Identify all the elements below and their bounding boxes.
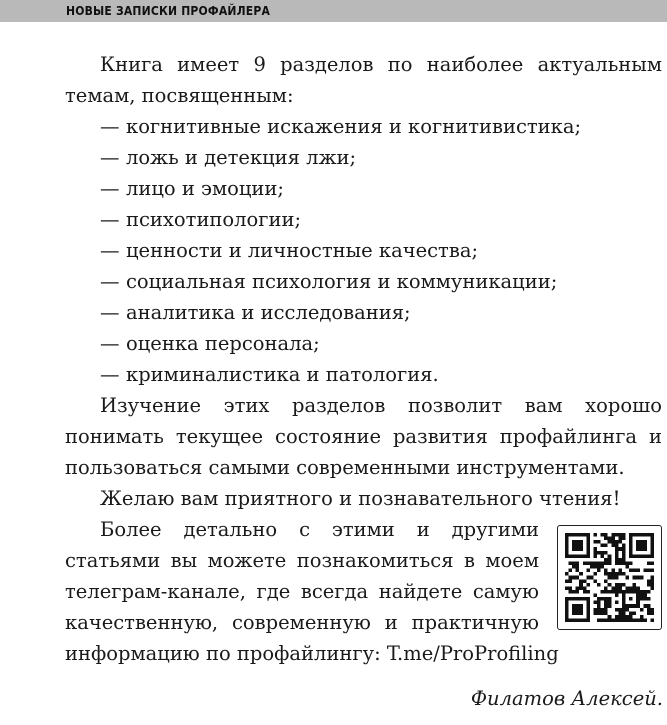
- list-item: — социальная психология и коммуникации;: [100, 270, 558, 293]
- wish-paragraph: Желаю вам приятного и познавательного чтения!: [100, 487, 621, 510]
- page-body: [65, 49, 662, 669]
- topics-list: [65, 111, 662, 390]
- list-item: — лицо и эмоции;: [100, 177, 284, 200]
- study-paragraph: Изучение этих разделов позволит вам хорошо понимать текущее состояние развития профайлинга и пользоваться самыми современными инструментами.: [65, 394, 662, 479]
- intro-paragraph: Книга имеет 9 разделов по наиболее актуальным темам, посвященным:: [65, 53, 662, 107]
- list-item: — ценности и личностные качества;: [100, 239, 479, 262]
- author-signature: Филатов Алексей.: [470, 687, 663, 710]
- list-item: — аналитика и исследования;: [100, 301, 411, 324]
- list-item: — оценка персонала;: [100, 332, 320, 355]
- channel-link[interactable]: T.me/ProProfiling: [386, 642, 559, 665]
- running-head: НОВЫЕ ЗАПИСКИ ПРОФАЙЛЕРА: [0, 0, 667, 22]
- qr-code-icon[interactable]: [557, 525, 662, 630]
- list-item: — криминалистика и патология.: [100, 363, 439, 386]
- channel-paragraph: Более детально с этими и другими статьями вы можете познакомиться в моем телеграм-канале, где всегда найдете самую качественную, современную и практичную информацию по профайлингу: T.me/ProProfiling: [65, 514, 662, 669]
- list-item: — когнитивные искажения и когнитивистика;: [100, 115, 582, 138]
- list-item: — психотипологии;: [100, 208, 302, 231]
- list-item: — ложь и детекция лжи;: [100, 146, 357, 169]
